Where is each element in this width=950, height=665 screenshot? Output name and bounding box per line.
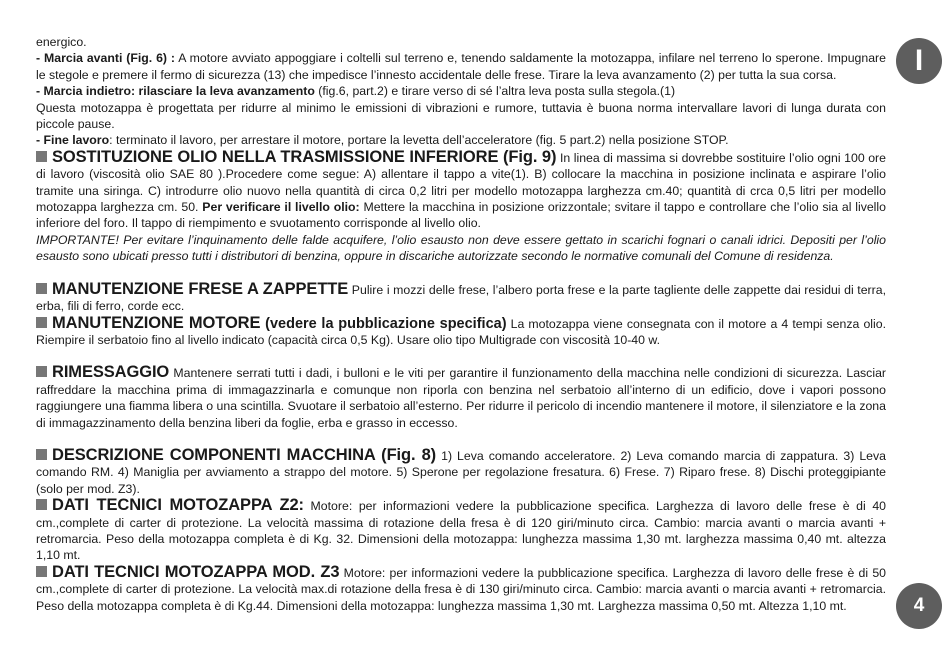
componenti-section	[36, 447, 886, 497]
marcia-avanti-text: A motore avviato appoggiare i coltelli sul terreno e, tenendo saldamente la motozappa, infilare nel terreno lo sperone. Impugnare le stegole e premere il fermo di sicurezza (13) che impedisce l’innesto accidentale delle frese. Tirare la leva avanzamento (2) per tutta la sua corsa.	[36, 51, 886, 82]
page-number-badge: 4	[896, 583, 942, 629]
square-bullet-icon	[36, 151, 47, 162]
intro-line: energico.	[36, 35, 87, 49]
motore-heading: MANUTENZIONE MOTORE	[52, 313, 261, 332]
marcia-indietro-text: (fig.6, part.2) e tirare verso di sé l’altra leva posta sulla stegola.(1)	[314, 84, 676, 99]
rimessaggio-heading: RIMESSAGGIO	[52, 363, 170, 382]
olio-heading: SOSTITUZIONE OLIO NELLA TRASMISSIONE INFERIORE (Fig. 9)	[52, 147, 557, 166]
motore-heading-suffix: (vedere la pubblicazione specifica)	[260, 315, 507, 332]
motore-section	[36, 315, 886, 349]
emissioni-paragraph: Questa motozappa è progettata per ridurre al minimo le emissioni di vibrazioni e rumore, tuttavia è buona norma intervallare lavori di lunga durata con piccole pause.	[36, 100, 886, 132]
square-bullet-icon	[36, 283, 47, 294]
rimessaggio-text: Mantenere serrati tutti i dadi, i bulloni e le viti per garantire il funzionamento della macchina nelle condizioni di sicurezza. Lasciar raffreddare la macchina prima di immagazzinarla e comunque non riporla con benzina nel serbatoio all’interno di un edificio, dove i vapori possono raggiungere una fiamma libera o una scintilla. Svuotare il serbatoio all’esterno. Per ridurre il pericolo di incendio mantenere il motore, il silenziatore e la zona di immagazzinamento della benzina liberi da foglie, erba e grasso in eccesso.	[36, 366, 886, 430]
olio-important-note: IMPORTANTE! Per evitare l’inquinamento delle falde acquifere, l’olio esausto non deve essere gettato in scarichi fognari o canali idrici. Depositi per l’olio esausto sono ubicati presso tutti i distributori di benzina, oppure in discariche autorizzate secondo le normative comunali del Comune di residenza.	[36, 232, 886, 264]
square-bullet-icon	[36, 499, 47, 510]
z3-heading: DATI TECNICI MOTOZAPPA MOD. Z3	[52, 562, 340, 581]
z2-heading: DATI TECNICI MOTOZAPPA Z2:	[52, 496, 304, 515]
z3-text: Motore: per informazioni vedere la pubblicazione specifica. Larghezza di lavoro delle frese è di 50 cm.,complete di carter di protezione. La velocità max.di rotazione della fresa è di 130 giri/minuto circa. Cambio: marcia avanti o marcia avanti + retromarcia. Peso della motozappa completa è di Kg.44. Dimensioni della motozappa: lunghezza massima 1,30 mt. Larghezza massima 0,50 mt. Altezza 1,10 mt.	[36, 565, 886, 613]
marcia-avanti-label: - Marcia avanti (Fig. 6) :	[36, 51, 176, 66]
z2-text: Motore: per informazioni vedere la pubblicazione specifica. Larghezza di lavoro delle frese è di 40 cm.,complete di carter di protezione. La velocità massima di rotazione della fresa è di 120 giri/minuto circa. Cambio: marcia avanti o marcia avanti + retromarcia. Peso della motozappa completa è di Kg. 32. Dimensioni della motozappa: lunghezza massima 1,30 mt. larghezza massima 0,40 mt. altezza 1,10 mt.	[36, 499, 887, 563]
fine-lavoro-paragraph	[36, 132, 886, 148]
motore-text: La motozappa viene consegnata con il motore a 4 tempi senza olio. Riempire il serbatoio fino al livello indicato (capacità circa 0,5 Kg). Usare olio tipo Multigrade con viscosità 10-40 w.	[36, 316, 886, 347]
frese-text: Pulire i mozzi delle frese, l’albero porta frese e la parte tagliente delle zappette dai residui di terra, erba, fili di ferro, corde ecc.	[36, 282, 886, 314]
fine-lavoro-label: - Fine lavoro	[36, 133, 110, 148]
olio-text-2: Mettere la macchina in posizione orizzontale; svitare il tappo e controllare che l’olio sia al livello inferiore del foro. Il tappo di riempimento e svuotamento corrisponde al livello olio.	[36, 200, 886, 231]
square-bullet-icon	[36, 366, 47, 377]
frese-heading: MANUTENZIONE FRESE A ZAPPETTE	[52, 279, 349, 298]
fine-lavoro-text: : terminato il lavoro, per arrestare il motore, portare la levetta dell’acceleratore (fig. 5 part.2) nella posizione STOP.	[109, 133, 729, 148]
rimessaggio-section	[36, 364, 886, 431]
frese-section	[36, 281, 886, 315]
marcia-indietro-paragraph	[36, 83, 886, 99]
z2-section	[36, 497, 886, 564]
square-bullet-icon	[36, 317, 47, 328]
manual-page-body	[36, 34, 886, 614]
spacer	[36, 265, 886, 281]
spacer	[36, 348, 886, 364]
olio-verify-label: Per verificare il livello olio:	[202, 200, 360, 215]
olio-section	[36, 149, 886, 232]
marcia-indietro-label: - Marcia indietro: rilasciare la leva avanzamento	[36, 84, 315, 99]
componenti-text: 1) Leva comando acceleratore. 2) Leva comando marcia di zappatura. 3) Leva comando RM. 4) Maniglia per avviamento a strappo del motore. 5) Sperone per regolazione fresatura. 6) Frese. 7) Riparo frese. 8) Dischi proteggipiante (solo per mod. Z3).	[36, 448, 886, 496]
language-badge: I	[896, 38, 942, 84]
componenti-heading: DESCRIZIONE COMPONENTI MACCHINA (Fig. 8)	[52, 445, 437, 464]
square-bullet-icon	[36, 566, 47, 577]
square-bullet-icon	[36, 449, 47, 460]
olio-text: In linea di massima si dovrebbe sostituire l’olio ogni 100 ore di lavoro (viscosità olio SAE 80 ).Procedere come segue: A) allentare il tappo a vite(1). B) collocare la macchina in posizione inclinata e aspirare l’olio tramite una siringa. C) introdurre olio nuovo nella quantità di circa 0,2 litri per modello motozappa larghezza cm.40; quantità di crca 0,5 litri per modello motozappa larghezza cm. 50.	[36, 150, 886, 215]
spacer	[36, 431, 886, 447]
z3-section	[36, 564, 886, 614]
marcia-avanti-paragraph	[36, 50, 886, 83]
